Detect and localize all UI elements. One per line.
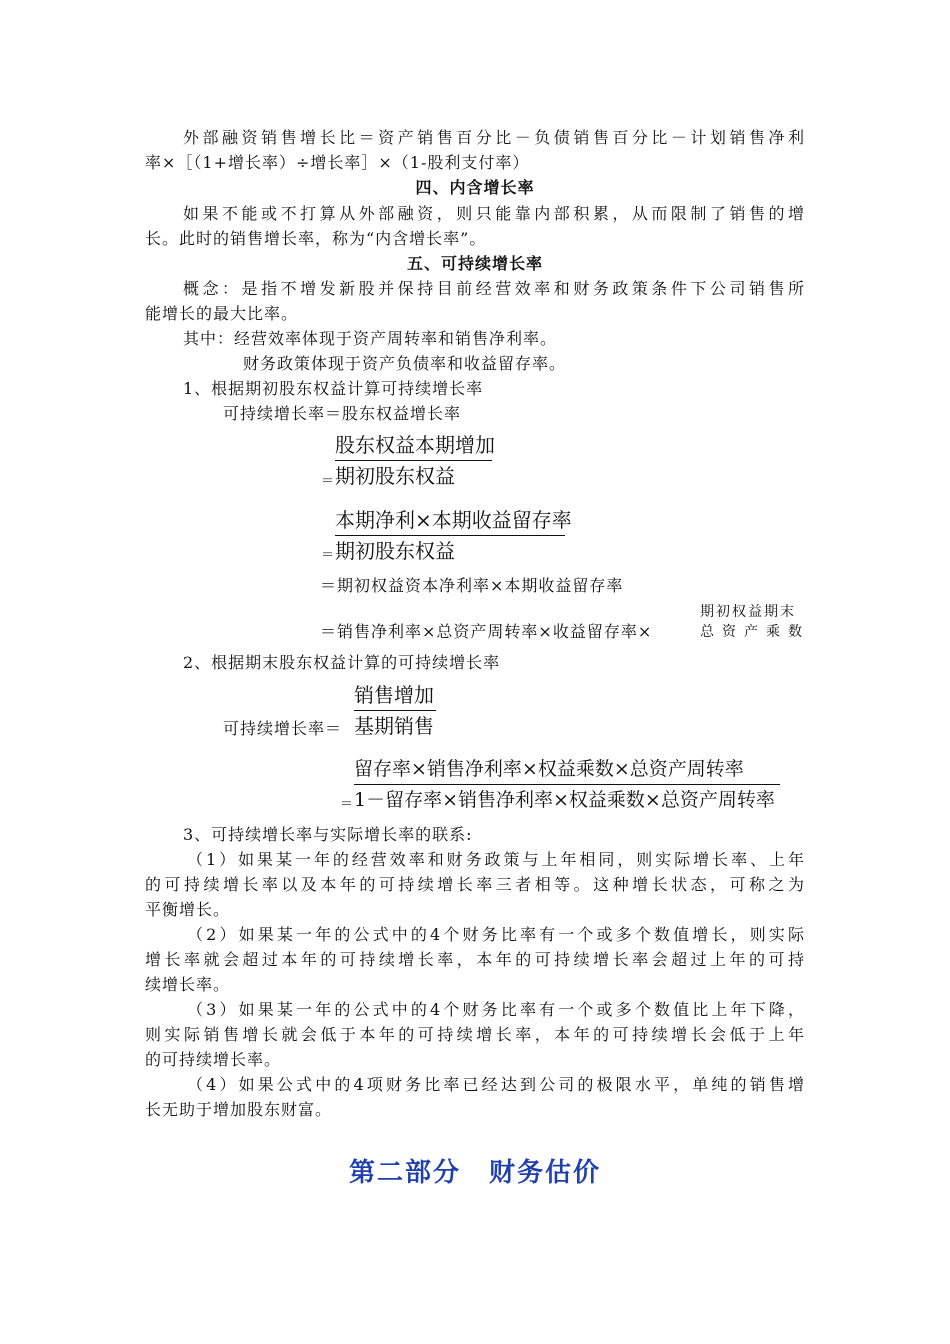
paragraph-line: 长。此时的销售增长率，称为“内含增长率”。	[145, 229, 487, 248]
paragraph-line: 续增长率。	[145, 975, 231, 994]
fraction-denominator: 1－留存率×销售净利率×权益乘数×总资产周转率	[354, 789, 775, 811]
fraction-denominator: 期初股东权益	[335, 464, 455, 488]
formula-fraction	[354, 756, 780, 813]
fraction-numerator: 留存率×销售净利率×权益乘数×总资产周转率	[354, 756, 780, 785]
paragraph-line: 增长率就会超过本年的可持续增长率，本年的可持续增长率会超过上年的可持	[145, 950, 805, 969]
paragraph-line: 的可持续增长率以及本年的可持续增长率三者相等。这种增长状态，可称之为	[145, 875, 805, 894]
paragraph-line: 平衡增长。	[145, 900, 231, 919]
paragraph-line: （4）如果公式中的4项财务比率已经达到公司的极限水平，单纯的销售增	[187, 1075, 805, 1094]
formula-fraction	[335, 507, 572, 564]
fraction-denominator: 基期销售	[354, 714, 434, 738]
fraction-numerator: 股东权益本期增加	[335, 432, 492, 461]
paragraph-line: 3、可持续增长率与实际增长率的联系:	[183, 825, 473, 844]
fraction-numerator: 销售增加	[354, 682, 436, 711]
formula-line: ＝期初权益资本净利率×本期收益留存率	[320, 576, 624, 595]
paragraph-line: 2、根据期末股东权益计算的可持续增长率	[183, 653, 501, 672]
fraction-numerator: 本期净利×本期收益留存率	[335, 507, 565, 536]
paragraph-line: 外部融资销售增长比＝资产销售百分比－负债销售百分比－计划销售净利	[183, 128, 805, 147]
formula-fraction	[354, 682, 436, 739]
section-heading-5: 五、可持续增长率	[406, 254, 543, 273]
section-heading-4: 四、内含增长率	[415, 178, 535, 197]
paragraph-line: 的可持续增长率。	[145, 1050, 282, 1069]
paragraph-line: （3）如果某一年的公式中的4个财务比率有一个或多个数值比上年下降，	[187, 1000, 805, 1019]
paragraph-line: 其中：经营效率体现于资产周转率和销售净利率。	[183, 329, 558, 348]
paragraph-line: 概念：是指不增发新股并保持目前经营效率和财务政策条件下公司销售所	[183, 279, 805, 298]
stacked-label-bottom: 总资产乘数	[700, 624, 810, 640]
formula-label: 可持续增长率＝	[223, 719, 343, 738]
equals-sign: ＝	[321, 548, 335, 563]
paragraph-line: 1、根据期初股东权益计算可持续增长率	[183, 379, 484, 398]
equals-sign: ＝	[340, 797, 354, 812]
paragraph-line: 可持续增长率＝股东权益增长率	[223, 404, 462, 423]
paragraph-line: 则实际销售增长就会低于本年的可持续增长率，本年的可持续增长会低于上年	[145, 1025, 805, 1044]
formula-fraction	[335, 432, 495, 489]
fraction-denominator: 期初股东权益	[335, 539, 455, 563]
paragraph-line: （2）如果某一年的公式中的4个财务比率有一个或多个数值增长，则实际	[187, 925, 805, 944]
stacked-label-top: 期初权益期末	[700, 604, 796, 620]
paragraph-line: （1）如果某一年的经营效率和财务政策与上年相同，则实际增长率、上年	[187, 850, 805, 869]
paragraph-line: 率×［（1+增长率）÷增长率］×（1-股利支付率）	[145, 153, 530, 172]
paragraph-line: 能增长的最大比率。	[145, 304, 299, 323]
paragraph-line: 财务政策体现于资产负债率和收益留存率。	[243, 354, 567, 373]
formula-line: ＝销售净利率×总资产周转率×收益留存率×	[320, 622, 653, 641]
part-title: 第二部分 财务估价	[348, 1158, 601, 1188]
paragraph-line: 如果不能或不打算从外部融资，则只能靠内部积累，从而限制了销售的增	[183, 204, 805, 223]
equals-sign: ＝	[321, 474, 335, 489]
paragraph-line: 长无助于增加股东财富。	[145, 1100, 333, 1119]
